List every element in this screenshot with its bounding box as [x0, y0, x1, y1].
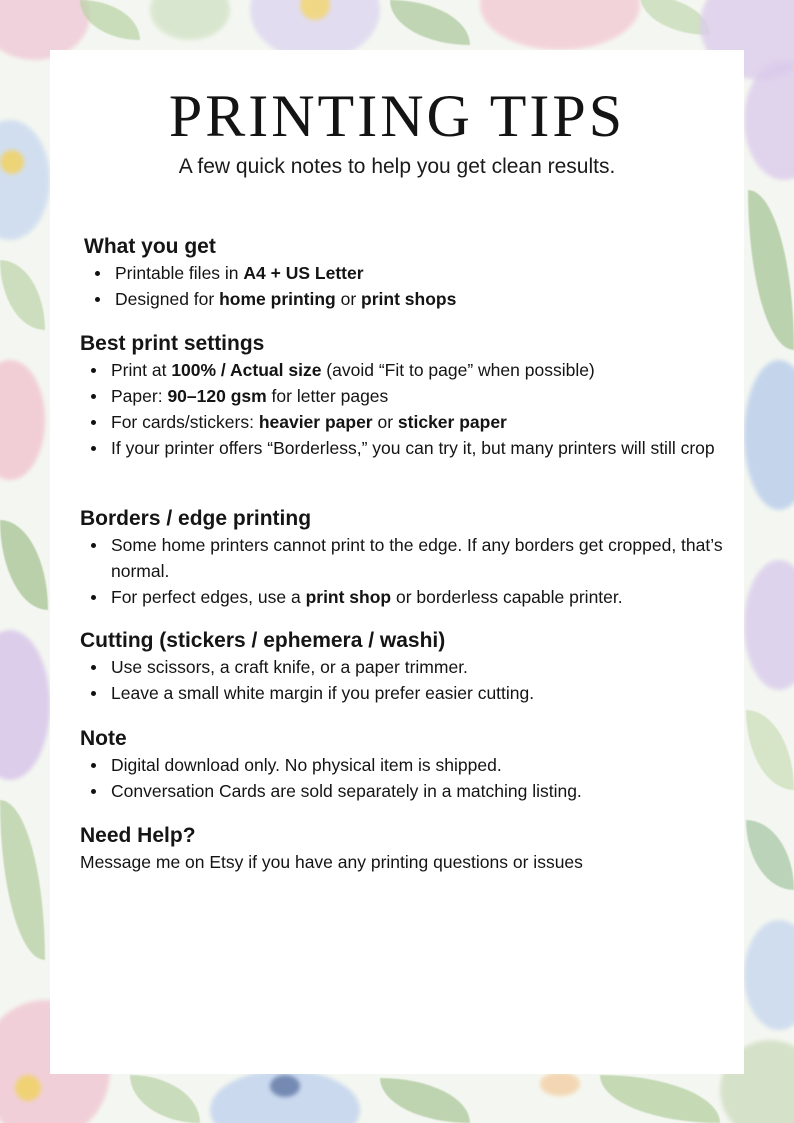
item-text: or	[372, 412, 398, 432]
list-item	[115, 286, 724, 312]
item-emphasis: print shops	[361, 289, 457, 309]
section-heading: Cutting (stickers / ephemera / washi)	[80, 629, 446, 652]
section-note	[80, 726, 720, 804]
bullet-list	[84, 260, 724, 312]
list-item	[111, 435, 720, 461]
list-item	[111, 654, 720, 680]
list-item	[111, 584, 725, 610]
item-emphasis: heavier paper	[258, 412, 373, 432]
list-item	[115, 260, 724, 286]
bullet-list	[80, 357, 720, 461]
bullet-list	[80, 532, 725, 610]
item-text: for letter pages	[266, 386, 389, 406]
item-text: Designed for	[115, 289, 220, 309]
section-borders	[80, 506, 725, 610]
item-emphasis: home printing	[219, 289, 336, 309]
item-emphasis: print shop	[305, 587, 392, 607]
item-text: Paper:	[111, 386, 168, 406]
item-text: Digital download only. No physical item is shipped.	[111, 755, 502, 775]
item-text: Conversation Cards are sold separately in a matching listing.	[111, 781, 582, 801]
item-text: If your printer offers “Borderless,” you can try it, but many printers will still crop	[111, 438, 715, 458]
item-text: Printable files in	[115, 263, 244, 283]
item-text: Leave a small white margin if you prefer easier cutting.	[111, 683, 535, 703]
section-what-you-get	[84, 234, 724, 312]
list-item	[111, 778, 720, 804]
item-emphasis: 90–120 gsm	[167, 386, 267, 406]
item-text: Some home printers cannot print to the edge. If any borders get cropped, that’s normal.	[111, 535, 723, 581]
item-text: For cards/stickers:	[111, 412, 259, 432]
item-text: (avoid “Fit to page” when possible)	[321, 360, 595, 380]
item-text: Use scissors, a craft knife, or a paper trimmer.	[111, 657, 468, 677]
section-heading: Note	[80, 727, 127, 750]
item-text: Print at	[111, 360, 172, 380]
bullet-list	[80, 654, 720, 706]
list-item	[111, 532, 725, 584]
list-item	[111, 383, 720, 409]
item-emphasis: 100% / Actual size	[171, 360, 322, 380]
section-heading: Borders / edge printing	[80, 507, 312, 530]
page-subtitle: A few quick notes to help you get clean results.	[178, 155, 616, 178]
bullet-list	[80, 752, 720, 804]
section-cutting	[80, 628, 720, 706]
list-item	[111, 752, 720, 778]
item-text: or	[335, 289, 362, 309]
section-heading: Need Help?	[80, 824, 196, 847]
item-text: or borderless capable printer.	[391, 587, 623, 607]
section-need-help	[80, 823, 720, 875]
section-heading: Best print settings	[80, 332, 265, 355]
section-best-print-settings	[80, 331, 720, 461]
list-item	[111, 680, 720, 706]
help-text: Message me on Etsy if you have any printing questions or issues	[80, 852, 583, 872]
item-emphasis: A4 + US Letter	[243, 263, 364, 283]
section-heading: What you get	[84, 235, 216, 258]
item-text: For perfect edges, use a	[111, 587, 306, 607]
item-emphasis: sticker paper	[397, 412, 507, 432]
page-title: PRINTING TIPS	[168, 83, 626, 149]
list-item	[111, 409, 720, 435]
list-item	[111, 357, 720, 383]
